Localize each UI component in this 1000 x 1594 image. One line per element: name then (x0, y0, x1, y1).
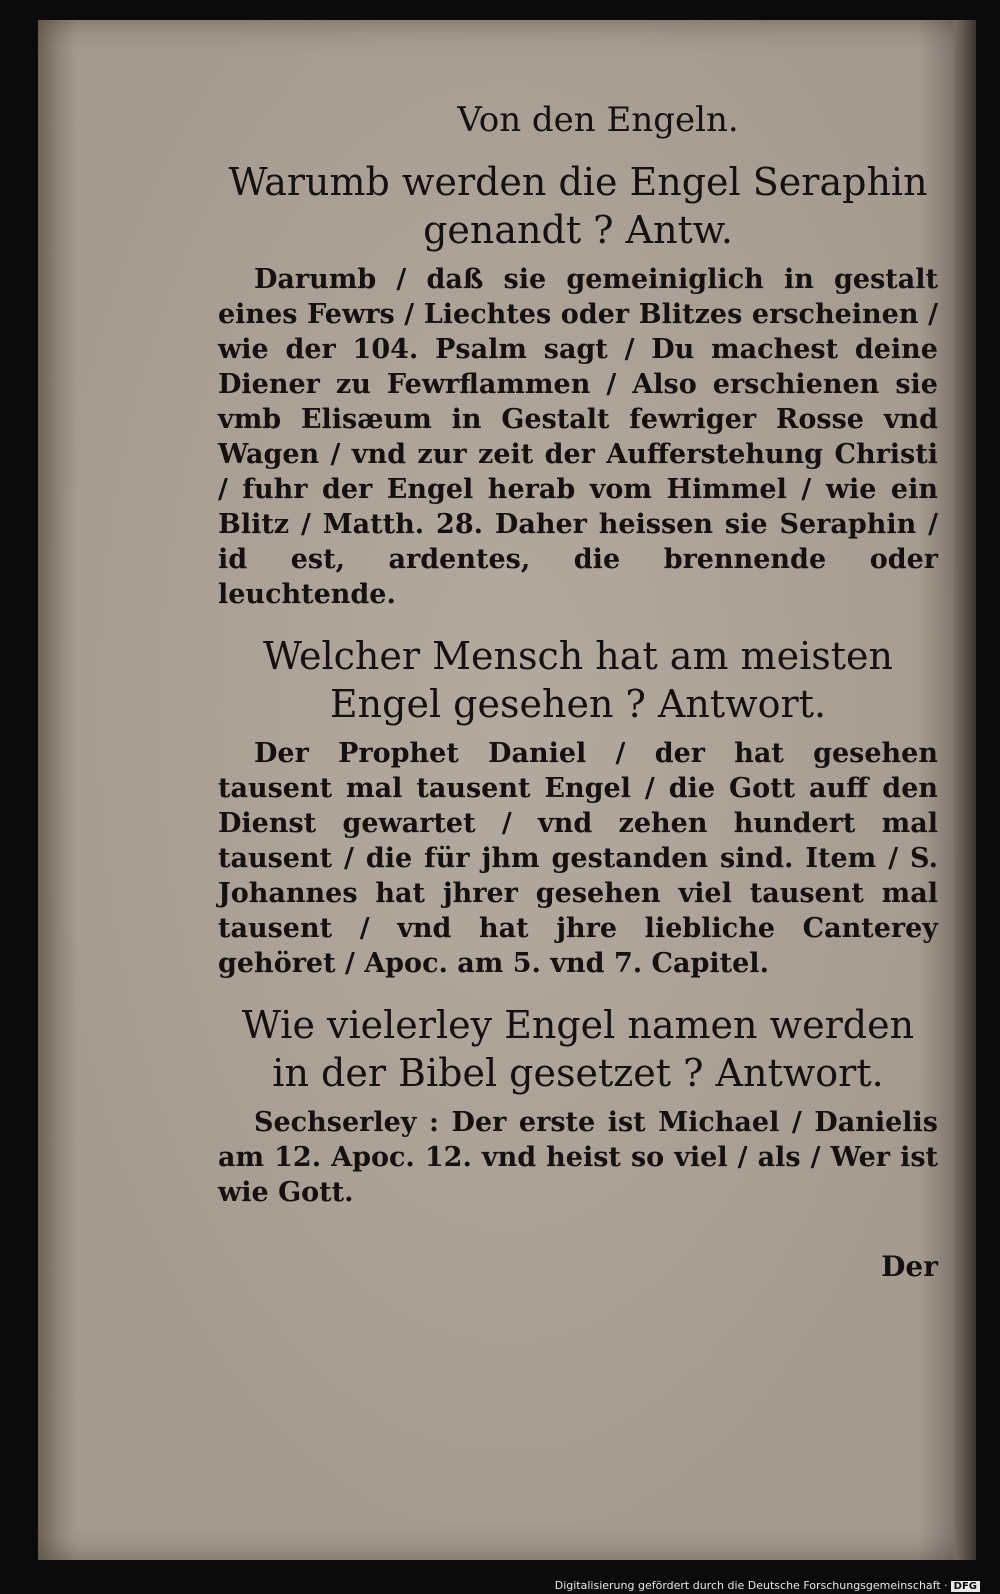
digitization-credit (0, 1579, 980, 1592)
running-head: Von den Engeln. (457, 100, 739, 140)
book-page (38, 20, 976, 1560)
answer-paragraph: Sechserley : Der erste ist Michael / Danielis am 12. Apoc. 12. vnd heist so viel / als / Wer ist wie Gott. (218, 1107, 938, 1208)
question-heading: Welcher Mensch hat am meisten Engel gesehen ? Antwort. (263, 634, 893, 726)
dfg-logo: DFG (951, 1581, 980, 1592)
question-heading: Wie vielerley Engel namen werden in der Bibel gesetzet ? Antwort. (241, 1003, 915, 1095)
book-spine-shadow (954, 20, 976, 1560)
catchword: Der (881, 1250, 938, 1283)
question-heading: Warumb werden die Engel Seraphin genandt ? Antw. (228, 160, 928, 252)
answer-paragraph: Der Prophet Daniel / der hat gesehen tausent mal tausent Engel / die Gott auff den Dienst gewartet / vnd zehen hundert mal tausent / die für jhm gestanden sind. Item / S. Johannes hat jhrer gesehen viel tausent mal tausent / vnd hat jhre liebliche Canterey gehöret / Apoc. am 5. vnd 7. Capitel. (218, 738, 938, 979)
answer-paragraph: Darumb / daß sie gemeiniglich in gestalt eines Fewrs / Liechtes oder Blitzes erscheinen / wie der 104. Psalm sagt / Du machest deine Diener zu Fewrflammen / Also erschienen sie vmb Elisæum in Gestalt fewriger Rosse vnd Wagen / vnd zur zeit der Aufferstehung Christi / fuhr der Engel herab vom Himmel / wie ein Blitz / Matth. 28. Daher heissen sie Seraphin / id est, ardentes, die brennende oder leuchtende. (218, 264, 938, 610)
credit-text: Digitalisierung gefördert durch die Deutsche Forschungsgemeinschaft · (554, 1579, 948, 1592)
text-block (218, 100, 938, 1283)
